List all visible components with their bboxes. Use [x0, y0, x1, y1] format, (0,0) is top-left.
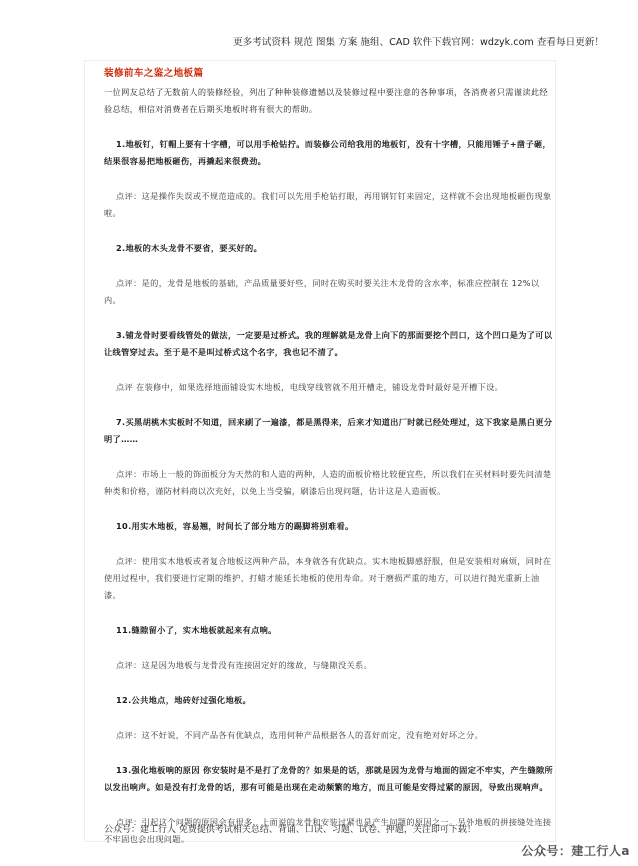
tip-question: 13.强化地板响的原因 你安装时是不是打了龙骨的？如果是的话，那就是因为龙骨与地面的固定不牢实，产生缝隙所以发出响声。如是没有打龙骨的话，那有可能是出现在走动频繁的地方，而且可能是安得过紧的原因，导致出现响声。 [104, 765, 554, 792]
tip-comment: 点评：这是操作失误或不规范造成的。我们可以先用手枪钻打眼，再用钢钉钉来固定，这样就不会出现地板砸伤现象啦。 [104, 191, 552, 218]
site-header: 更多考试资料 规范 图集 方案 施组、CAD 软件下载官网：wdzyk.com 查看每日更新！ [233, 37, 604, 48]
tip-comment: 点评：这是因为地板与龙骨没有连接固定好的缘故，与缝隙没关系。 [116, 660, 373, 670]
tip-question: 3.铺龙骨时要看线管处的做法，一定要是过桥式。我的理解就是龙骨上向下的那面要挖个凹口，这个凹口是为了可以让线管穿过去。至于是不是叫过桥式这个名字，我也记不清了。 [104, 330, 553, 357]
tip-comment: 点评：市场上一般的饰面板分为天然的和人造的两种，人造的面板价格比较便宜些，所以我们在买材料时要先问清楚种类和价格，谨防材料商以次充好，以免上当受骗，刷漆后出现问题，估计这是人造面板。 [104, 469, 552, 496]
article [104, 66, 556, 866]
tip-question: 11.缝隙留小了，实木地板就起来有点响。 [116, 625, 277, 635]
article-intro: 一位网友总结了无数前人的装修经验，列出了种种装修遗憾以及装修过程中要注意的各种事项，各消费者只需谨读此经验总结，相信对消费者在后期买地板时将有很大的帮助。 [104, 87, 548, 114]
tip-comment: 点评：引起这个问题的原因会有很多，上面说的龙骨和安装过紧也是产生问题的原因之一。另外地板的拼接缝处连接不牢固也会出现问题。 [104, 817, 552, 844]
tip-question: 12.公共地点，地砖好过强化地板。 [116, 695, 252, 705]
tip-question: 2.地板的木头龙骨不要省，要买好的。 [116, 243, 263, 253]
tip-comment: 点评 在装修中，如果选择地面铺设实木地板，电线穿线管就不用开槽走，铺设龙骨时最好是开槽下设。 [116, 382, 504, 392]
watermark: 公众号：建工行人a [521, 844, 630, 858]
tip-question: 1.地板钉，钉帽上要有十字槽，可以用手枪钻拧。而装修公司给我用的地板钉，没有十字槽，只能用锤子+凿子砸，结果很容易把地板砸伤，再撬起来很费劲。 [104, 139, 552, 166]
tip-comment: 点评：这不好说，不同产品各有优缺点，选用何种产品根据各人的喜好而定，没有绝对好坏之分。 [116, 730, 484, 740]
article-title: 装修前车之鉴之地板篇 [104, 68, 204, 79]
tip-comment: 点评：使用实木地板或者复合地板这两种产品，本身就各有优缺点。实木地板脚感舒服，但是安装相对麻烦，同时在使用过程中，我们要进行定期的维护、打蜡才能延长地板的使用寿命。对于磨损严重的地方，可以进行抛光重新上油漆。 [104, 556, 552, 600]
tip-comment: 点评：是的，龙骨是地板的基础，产品质量要好些，同时在购买时要关注木龙骨的含水率，标准应控制在 12%以内。 [104, 278, 540, 305]
tip-question: 7.买黑胡桃木实板时不知道，回来刷了一遍漆，都是黑得来，后来才知道出厂时就已经处理过，这下我家是黑白更分明了…… [104, 417, 553, 444]
footer-note: 公众号：建工行人 免费提供考试相关总结、背诵、口诀、习题、试卷、押题，关注即可下载！ [104, 825, 476, 835]
tip-question: 10.用实木地板，容易翘，时间长了部分地方的踢脚将别难看。 [116, 521, 354, 531]
